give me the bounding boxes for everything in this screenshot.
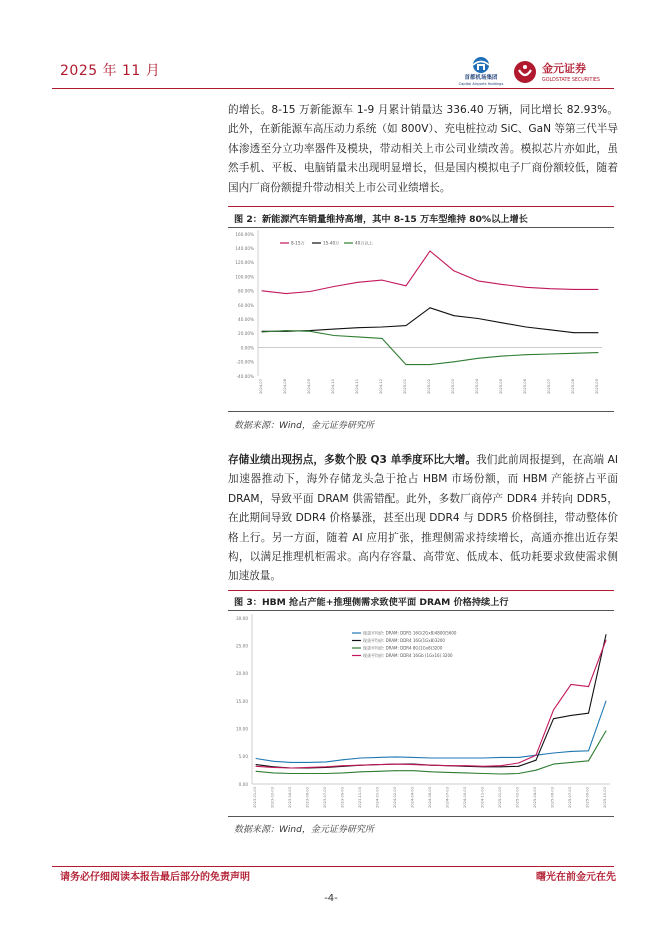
figure2-bottom-rule xyxy=(228,411,614,412)
figure2-top-rule xyxy=(228,206,614,207)
data-point xyxy=(430,307,431,308)
data-point xyxy=(431,758,432,759)
y-tick-label: 5.00 xyxy=(238,754,248,760)
data-point xyxy=(361,758,362,759)
data-point xyxy=(406,285,407,286)
data-point xyxy=(574,332,575,333)
data-point xyxy=(466,758,467,759)
data-point xyxy=(588,713,589,714)
data-point xyxy=(430,251,431,252)
x-tick-label: 2025-04 xyxy=(475,379,479,395)
y-tick-label: 30.00 xyxy=(236,615,248,621)
x-tick-label: 2024-07-03 xyxy=(445,787,450,808)
figure2-title: 图 2：新能源汽车销量维持高增，其中 8-15 万车型维持 80%以上增长 xyxy=(234,214,528,225)
data-point xyxy=(466,772,467,773)
x-tick-label: 2025-01 xyxy=(403,379,407,395)
y-tick-label: 40.00% xyxy=(238,317,254,322)
data-point xyxy=(431,765,432,766)
data-point xyxy=(358,327,359,328)
data-point xyxy=(606,701,607,702)
x-tick-label: 2025-01-03 xyxy=(498,787,502,808)
data-point xyxy=(382,280,383,281)
figure2-chart xyxy=(228,228,614,412)
page-number: -4- xyxy=(324,893,338,904)
y-tick-label: 140.00% xyxy=(235,246,254,251)
y-tick-label: 0.00 xyxy=(238,781,248,787)
data-point xyxy=(326,761,327,762)
data-point xyxy=(501,766,502,767)
data-point xyxy=(518,763,519,764)
data-point xyxy=(536,755,537,756)
data-point xyxy=(501,765,502,766)
x-tick-label: 2024-04-03 xyxy=(410,787,415,808)
x-tick-label: 2023-01-03 xyxy=(253,787,257,808)
data-point xyxy=(571,762,572,763)
figure3-chart-svg xyxy=(228,612,614,814)
data-point xyxy=(382,327,383,328)
x-tick-label: 2024-11-03 xyxy=(480,787,485,808)
data-point xyxy=(310,331,311,332)
data-point xyxy=(273,772,274,773)
x-tick-label: 2023-02-03 xyxy=(270,787,275,808)
data-point xyxy=(550,354,551,355)
figure3-title-rule xyxy=(228,610,614,611)
paragraph-1: 的增长。8-15 万新能源车 1-9 月累计销量达 336.40 万辆，同比增长 82.93%。此外，在新能源车高压动力系统（如 800V）、充电桩拉动 SiC、GaN 等第三代半导体渗透至分立功率器件及模块，带动相关上市公司业绩改善。模拟芯片亦如此，虽然手机、平板、电脑销量未出现明显增长，但是国内模拟电子厂商份额较低，随着国内厂商份额提升带动相关上市公司业绩增长。 xyxy=(228,104,618,194)
legend-label: 40万以上 xyxy=(355,240,373,246)
legend-label: 现货平均价: DRAM: DDR4 16Gb (1Gx16) 3200 xyxy=(363,653,453,659)
data-point xyxy=(574,289,575,290)
x-tick-label: 2023-09-03 xyxy=(340,787,345,808)
y-tick-label: 120.00% xyxy=(235,260,254,266)
y-tick-label: 0.00% xyxy=(240,345,254,351)
paragraph-2-text: 我们此前周报提到，在高端 AI 加速器推动下，海外存储龙头急于抢占 HBM 市场份额，而 HBM 产能挤占平面 DRAM，导致平面 DRAM 供需错配。此外，多数厂商停产 DDR4 并转向 DDR5，在此期间导致 DDR4 价格暴涨，甚至出现 DDR4 与 DDR5 价格倒挂，带动整体价格上行。另一方面，随着 AI 应用扩张，推理侧需求持续增长，高通亦推出近存架构，以满足推理机柜需求。高内存容量、高带宽、低成本、低功耗要求致使需求侧加速放量。 xyxy=(228,454,618,583)
y-tick-label: 100.00% xyxy=(235,274,254,280)
data-point xyxy=(291,762,292,763)
data-point xyxy=(291,773,292,774)
data-point xyxy=(454,315,455,316)
data-point xyxy=(478,358,479,359)
data-point xyxy=(526,327,527,328)
data-point xyxy=(378,757,379,758)
data-point xyxy=(256,758,257,759)
data-point xyxy=(606,634,607,635)
data-point xyxy=(273,767,274,768)
data-point xyxy=(553,753,554,754)
data-point xyxy=(273,761,274,762)
figure3-top-rule xyxy=(228,590,614,591)
paragraph-2-lead: 存储业绩出现拐点，多数个股 Q3 单季度环比大增。 xyxy=(228,454,477,466)
data-point xyxy=(536,760,537,761)
chart-legend xyxy=(280,240,373,247)
x-tick-label: 2023-11-03 xyxy=(358,787,362,808)
data-point xyxy=(291,768,292,769)
x-tick-label: 2024-02-03 xyxy=(393,787,397,808)
data-point xyxy=(502,322,503,323)
data-point xyxy=(262,332,263,333)
data-point xyxy=(454,270,455,271)
legend-label: 现货平均价: DRAM: DDR4 16G(1Gx8)3200 xyxy=(363,638,445,644)
y-tick-label: 25.00 xyxy=(236,643,248,649)
x-tick-label: 2025-07-03 xyxy=(568,787,572,808)
data-point xyxy=(310,291,311,292)
data-point xyxy=(326,773,327,774)
data-point xyxy=(588,750,589,751)
data-point xyxy=(571,684,572,685)
logo1-en: Capital Airports Holdings xyxy=(458,82,504,86)
goldstate-emblem-icon xyxy=(512,58,622,86)
x-tick-label: 2025-10-03 xyxy=(603,787,607,808)
x-tick-label: 2024-07 xyxy=(259,379,263,395)
data-point xyxy=(334,286,335,287)
x-tick-label: 2023-06-03 xyxy=(305,787,310,808)
x-tick-label: 2024-08 xyxy=(283,379,287,395)
data-point xyxy=(518,757,519,758)
data-point xyxy=(430,364,431,365)
data-point xyxy=(413,764,414,765)
data-point xyxy=(256,766,257,767)
logo2-cn: 金元证券 xyxy=(542,62,586,75)
data-point xyxy=(574,353,575,354)
y-tick-label: 160.00% xyxy=(235,231,254,237)
x-tick-label: 2023-04-03 xyxy=(288,787,292,808)
data-point xyxy=(483,773,484,774)
footer-slogan: 曙光在前金元在先 xyxy=(536,872,616,883)
data-point xyxy=(526,354,527,355)
data-point xyxy=(413,770,414,771)
header-rule xyxy=(52,88,614,89)
data-point xyxy=(262,290,263,291)
data-point xyxy=(553,764,554,765)
figure3-bottom-rule xyxy=(228,816,614,817)
x-tick-label: 2024-10 xyxy=(331,379,335,395)
data-point xyxy=(553,709,554,710)
data-point xyxy=(536,770,537,771)
data-point xyxy=(361,771,362,772)
data-point xyxy=(483,758,484,759)
figure2-source: 数据来源：Wind，金元证券研究所 xyxy=(234,421,374,431)
data-point xyxy=(502,356,503,357)
y-tick-label: 15.00 xyxy=(236,698,248,704)
goldstate-logo xyxy=(512,58,622,86)
x-tick-label: 2024-01-03 xyxy=(375,787,380,808)
data-point xyxy=(598,352,599,353)
data-point xyxy=(454,361,455,362)
series-line-4 xyxy=(256,640,606,768)
data-point xyxy=(396,770,397,771)
data-point xyxy=(256,764,257,765)
y-tick-label: 10.00 xyxy=(236,726,248,732)
data-point xyxy=(448,765,449,766)
x-tick-label: 2024-09-03 xyxy=(463,787,467,808)
figure3-source: 数据来源：Wind，金元证券研究所 xyxy=(234,825,374,835)
logo1-cn: 首都机场集团 xyxy=(464,75,498,81)
x-tick-label: 2025-07 xyxy=(547,379,551,395)
data-point xyxy=(431,771,432,772)
x-tick-label: 2025-08 xyxy=(571,379,575,395)
data-point xyxy=(448,772,449,773)
data-point xyxy=(413,757,414,758)
data-point xyxy=(553,718,554,719)
legend-label: 现货平均价: DRAM: DDR4 8G(1Gx8)3200 xyxy=(363,645,443,651)
data-point xyxy=(308,773,309,774)
data-point xyxy=(571,751,572,752)
series-line-2 xyxy=(262,308,598,333)
y-tick-label: -20.00% xyxy=(236,359,254,365)
series-line-1 xyxy=(262,251,598,294)
data-point xyxy=(308,762,309,763)
data-point xyxy=(501,757,502,758)
figure2-chart-svg xyxy=(228,228,614,408)
airport-emblem-icon xyxy=(452,56,510,86)
data-point xyxy=(378,764,379,765)
data-point xyxy=(478,280,479,281)
data-point xyxy=(334,335,335,336)
data-point xyxy=(466,765,467,766)
data-point xyxy=(358,282,359,283)
data-point xyxy=(606,640,607,641)
legend-label: 15-40万 xyxy=(323,240,340,246)
data-point xyxy=(588,760,589,761)
figure3-chart xyxy=(228,612,614,818)
data-point xyxy=(286,330,287,331)
data-point xyxy=(550,288,551,289)
data-point xyxy=(501,774,502,775)
y-tick-label: -40.00% xyxy=(236,373,254,379)
data-point xyxy=(606,730,607,731)
data-point xyxy=(588,686,589,687)
x-tick-label: 2025-02 xyxy=(427,379,431,395)
x-tick-label: 2025-09-03 xyxy=(585,787,590,808)
x-tick-label: 2024-11 xyxy=(355,379,359,395)
data-point xyxy=(326,766,327,767)
logo2-en: GOLDSTATE SECURITIES xyxy=(542,78,600,83)
x-tick-label: 2025-06 xyxy=(523,379,527,395)
footer-disclaimer: 请务必仔细阅读本报告最后部分的免责声明 xyxy=(60,872,250,883)
data-point xyxy=(361,765,362,766)
data-point xyxy=(396,756,397,757)
y-tick-label: 20.00 xyxy=(236,671,248,677)
data-point xyxy=(286,293,287,294)
x-tick-label: 2024-06-03 xyxy=(428,787,432,808)
data-point xyxy=(518,766,519,767)
x-tick-label: 2025-04-03 xyxy=(533,787,537,808)
x-tick-label: 2025-09 xyxy=(595,379,599,395)
figure3-title: 图 3：HBM 抢占产能+推理侧需求致使平面 DRAM 价格持续上行 xyxy=(234,597,509,608)
data-point xyxy=(598,332,599,333)
report-date: 2025 年 11 月 xyxy=(60,63,161,79)
legend-label: 8-15万 xyxy=(291,240,305,246)
data-point xyxy=(308,767,309,768)
y-tick-label: 80.00% xyxy=(238,288,254,294)
data-point xyxy=(358,336,359,337)
x-tick-label: 2023-07-03 xyxy=(323,787,327,808)
data-point xyxy=(502,284,503,285)
paragraph-2 xyxy=(228,451,618,587)
data-point xyxy=(571,715,572,716)
data-point xyxy=(378,771,379,772)
capital-airports-logo xyxy=(452,56,510,86)
x-tick-label: 2025-06-03 xyxy=(550,787,555,808)
data-point xyxy=(343,772,344,773)
data-point xyxy=(526,287,527,288)
data-point xyxy=(598,289,599,290)
data-point xyxy=(550,329,551,330)
x-tick-label: 2024-12 xyxy=(379,379,383,395)
data-point xyxy=(478,318,479,319)
data-point xyxy=(396,764,397,765)
data-point xyxy=(334,329,335,330)
data-point xyxy=(406,325,407,326)
data-point xyxy=(448,758,449,759)
data-point xyxy=(343,759,344,760)
chart-legend xyxy=(352,630,457,659)
legend-label: 现货平均价: DRAM: DDR5 16G(2Gx8)4800/5600 xyxy=(363,630,457,636)
y-tick-label: 60.00% xyxy=(238,302,254,308)
data-point xyxy=(406,364,407,365)
footer-rule xyxy=(52,866,614,867)
data-point xyxy=(256,771,257,772)
data-point xyxy=(483,766,484,767)
x-tick-label: 2025-05 xyxy=(499,379,503,395)
data-point xyxy=(343,765,344,766)
y-tick-label: 20.00% xyxy=(238,331,254,337)
x-tick-label: 2025-03 xyxy=(451,379,455,395)
data-point xyxy=(518,773,519,774)
data-point xyxy=(382,338,383,339)
x-tick-label: 2024-09 xyxy=(307,379,311,395)
x-tick-label: 2025-02-03 xyxy=(515,787,520,808)
